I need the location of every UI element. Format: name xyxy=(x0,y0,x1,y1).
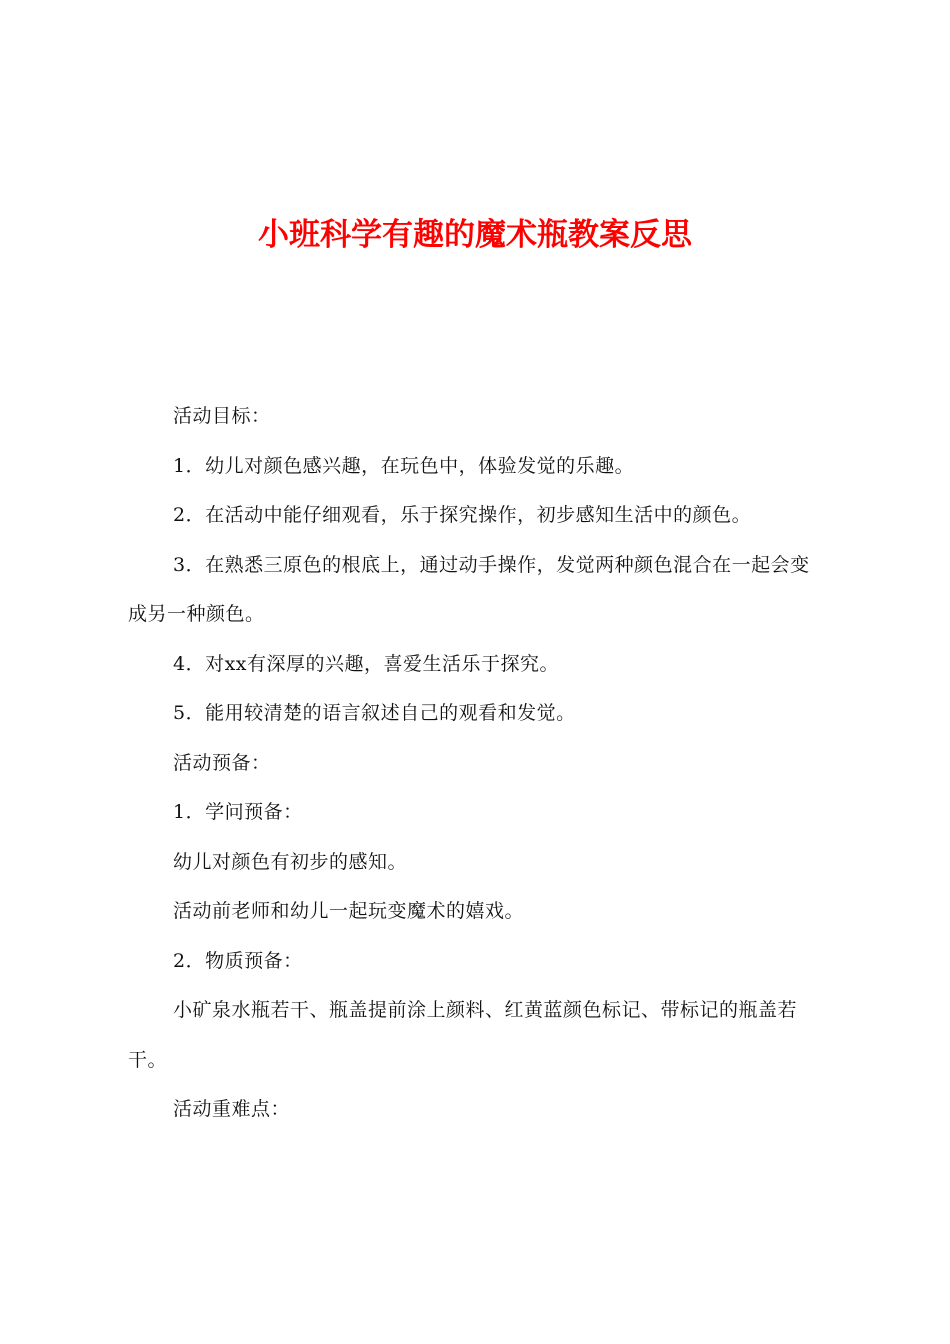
paragraph-preparation-heading: 活动预备： xyxy=(173,751,271,774)
paragraph-key-points-heading: 活动重难点： xyxy=(173,1098,291,1120)
paragraph-knowledge-prep: 1．学问预备： xyxy=(173,801,303,823)
paragraph-goal-4: 4．对xx有深厚的兴趣，喜爱生活乐于探究。 xyxy=(173,652,560,675)
paragraph-goal-5: 5．能用较清楚的语言叙述自己的观看和发觉。 xyxy=(173,702,576,724)
paragraph-knowledge-prep-detail-2: 活动前老师和幼儿一起玩变魔术的嬉戏。 xyxy=(173,900,525,922)
paragraph-knowledge-prep-detail-1: 幼儿对颜色有初步的感知。 xyxy=(173,850,408,873)
paragraph-material-prep-detail: 小矿泉水瓶若干、瓶盖提前涂上颜料、红黄蓝颜色标记、带标记的瓶盖若干。 xyxy=(128,999,798,1071)
paragraph-activity-goals-heading: 活动目标： xyxy=(173,405,271,427)
document-body xyxy=(128,392,828,1135)
paragraph-goal-1: 1．幼儿对颜色感兴趣，在玩色中，体验发觉的乐趣。 xyxy=(173,454,635,477)
paragraph-goal-3: 3．在熟悉三原色的根底上，通过动手操作，发觉两种颜色混合在一起会变成另一种颜色。 xyxy=(128,553,810,625)
document-title: 小班科学有趣的魔术瓶教案反思 xyxy=(258,217,692,253)
paragraph-material-prep: 2．物质预备： xyxy=(173,949,303,972)
paragraph-goal-2: 2．在活动中能仔细观看，乐于探究操作，初步感知生活中的颜色。 xyxy=(173,504,752,526)
